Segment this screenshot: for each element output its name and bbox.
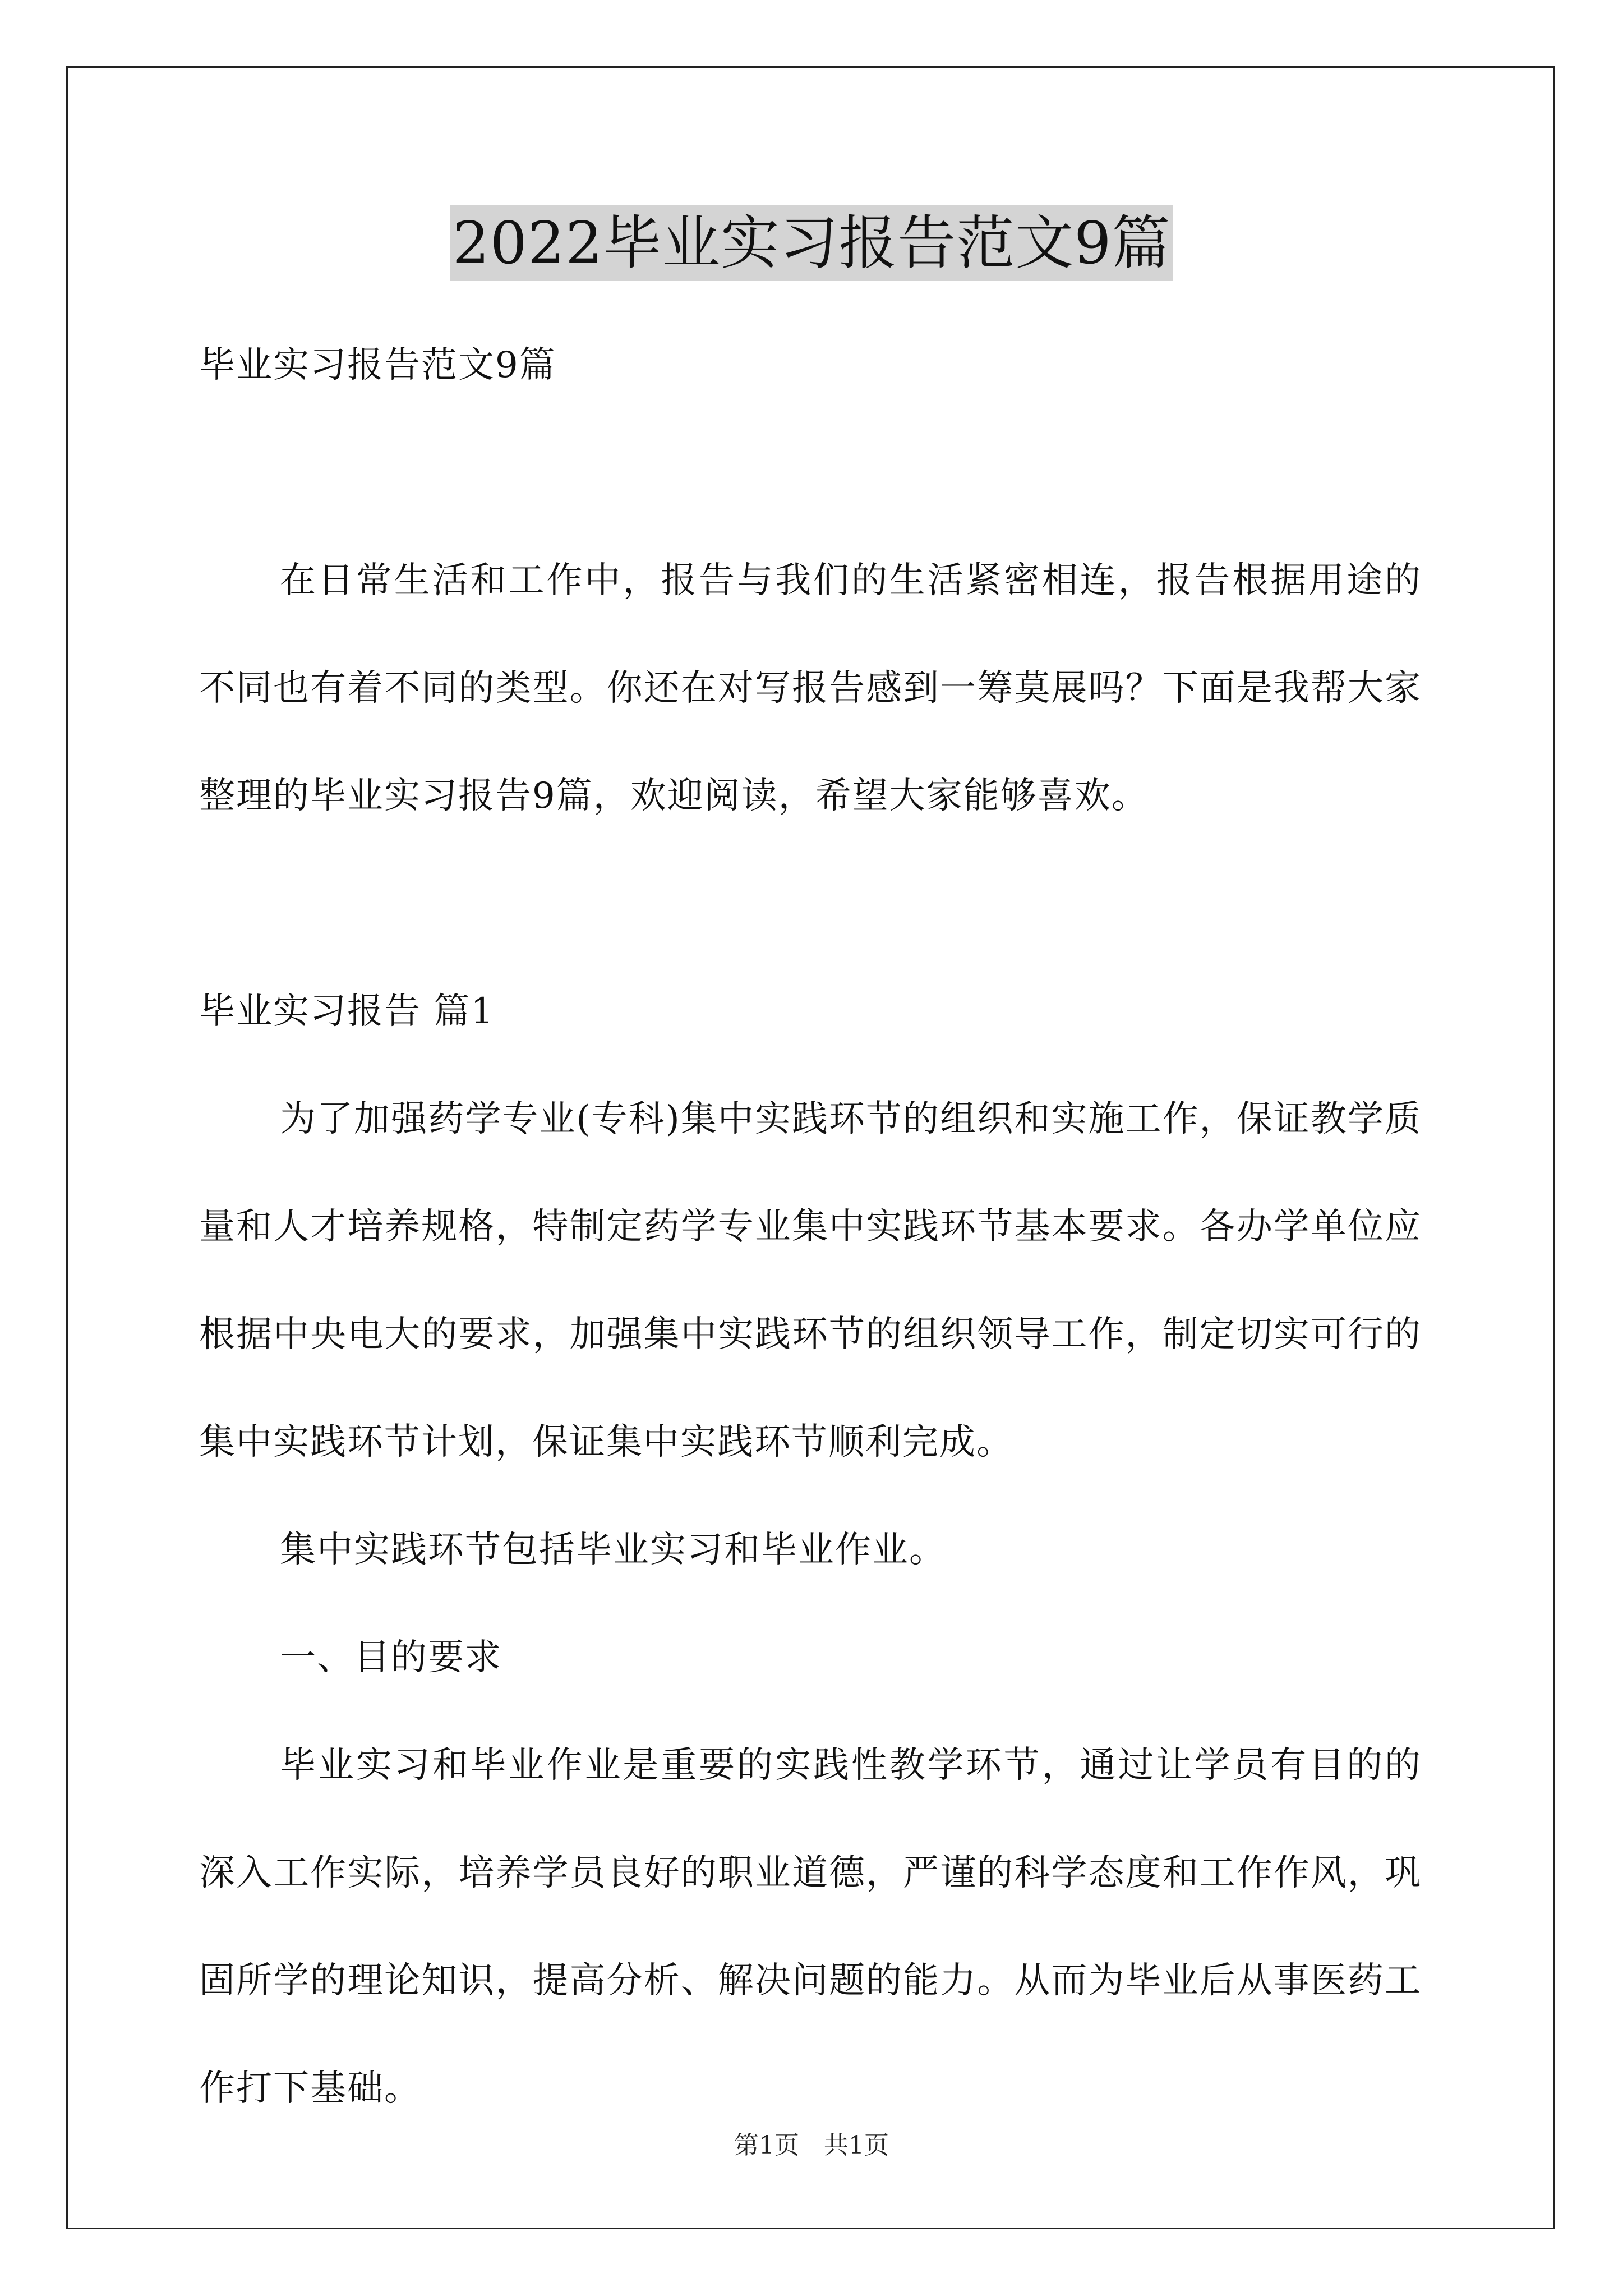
body-paragraph-1: 为了加强药学专业(专科)集中实践环节的组织和实施工作，保证教学质量和人才培养规格，特制定药学专业集中实践环节基本要求。各办学单位应根据中央电大的要求，加强集中实践环节的组织领导工作，制定切实可行的集中实践环节计划，保证集中实践环节顺利完成。 [199,1098,1422,1463]
subtitle: 毕业实习报告范文9篇 [199,344,556,386]
document-title: 2022毕业实习报告范文9篇 [450,205,1173,281]
page-number: 第1页 共1页 [734,2131,889,2160]
page-footer [0,2129,1623,2162]
body-paragraph-4: 毕业实习和毕业作业是重要的实践性教学环节，通过让学员有目的的深入工作实际，培养学员良好的职业道德，严谨的科学态度和工作作风，巩固所学的理论知识，提高分析、解决问题的能力。从而为毕业后从事医药工作打下基础。 [199,1745,1422,2109]
title-container [0,205,1623,281]
body-paragraph-2: 集中实践环节包括毕业实习和毕业作业。 [280,1529,946,1571]
intro-paragraph: 在日常生活和工作中，报告与我们的生活紧密相连，报告根据用途的不同也有着不同的类型。你还在对写报告感到一筹莫展吗？下面是我帮大家整理的毕业实习报告9篇，欢迎阅读，希望大家能够喜欢。 [199,560,1422,817]
document-body [199,311,1422,2142]
section-heading: 毕业实习报告 篇1 [199,991,495,1032]
body-paragraph-3: 一、目的要求 [280,1637,502,1678]
